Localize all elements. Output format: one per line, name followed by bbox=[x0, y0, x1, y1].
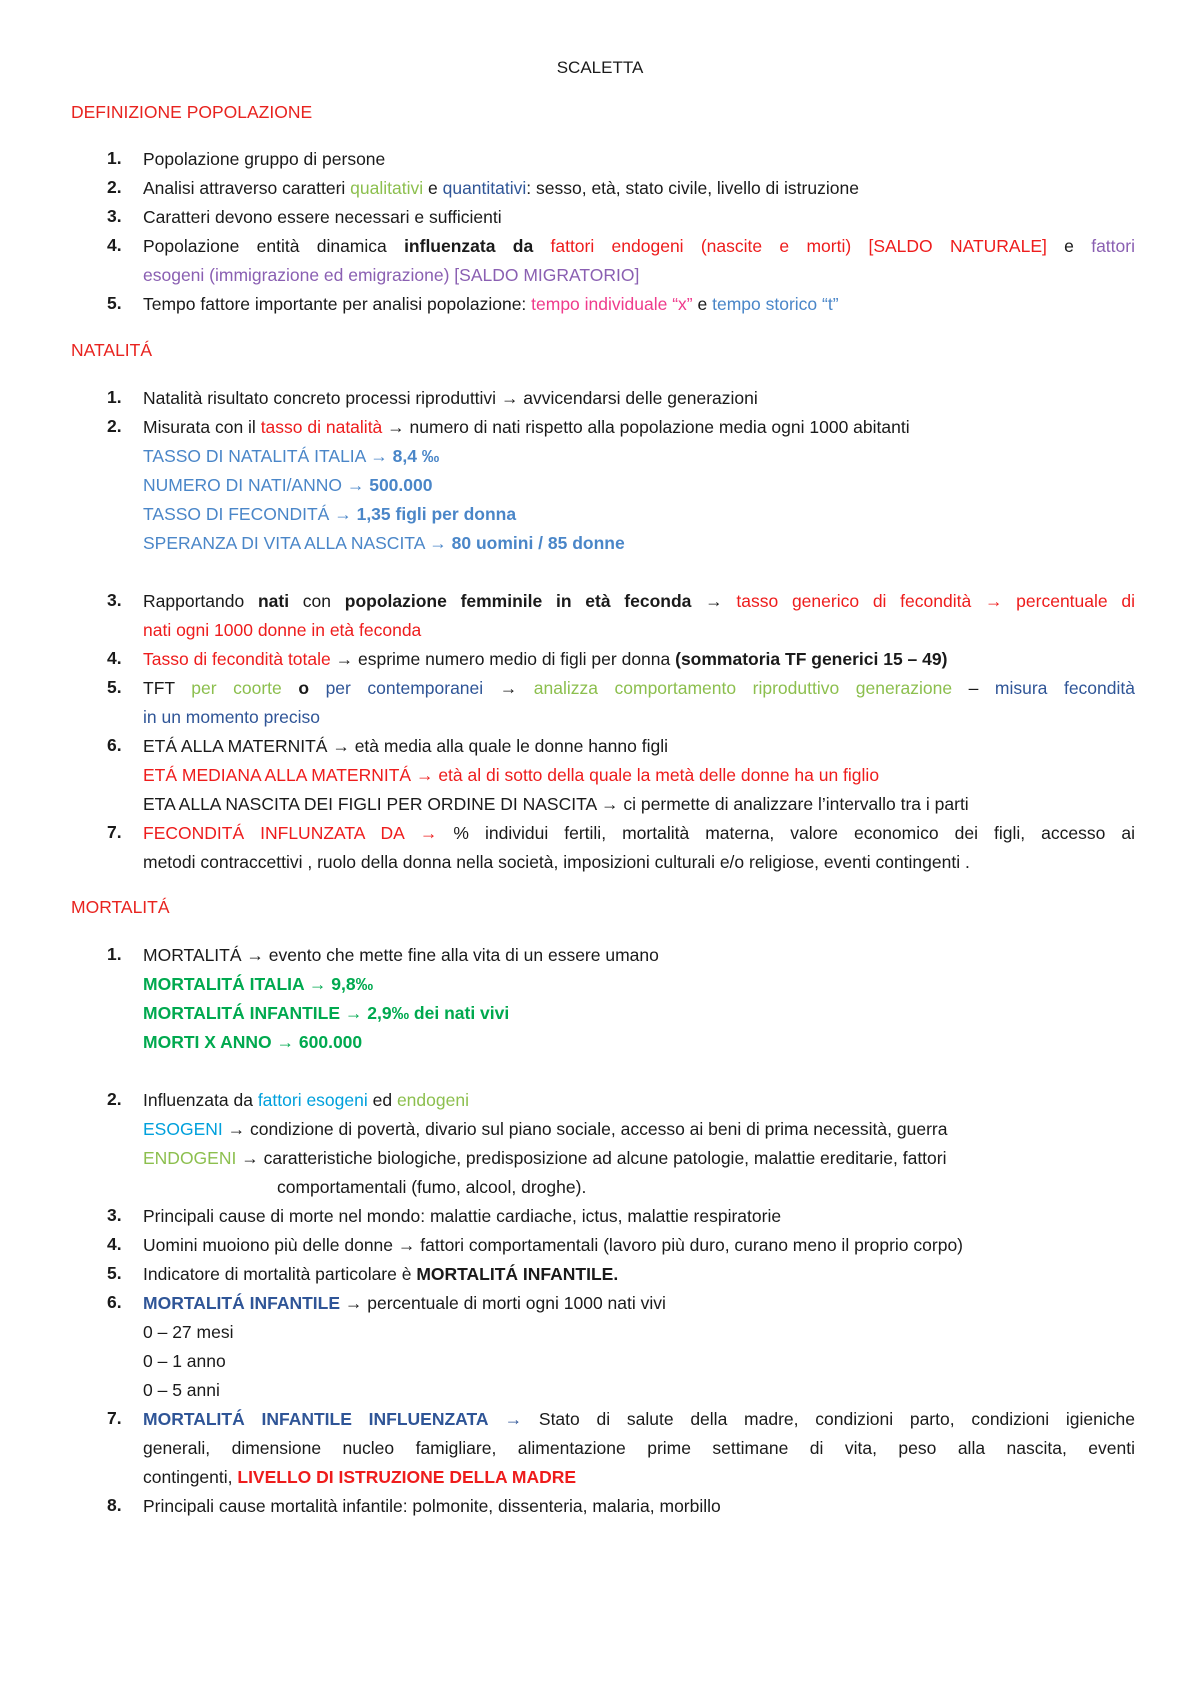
list-item-continuation: 0 – 27 mesi bbox=[143, 1322, 234, 1342]
list-item-continuation: ETA ALLA NASCITA DEI FIGLI PER ORDINE DI NASCITA → ci permette di analizzare l’intervallo tra i parti bbox=[143, 794, 969, 814]
list-item: TFT per coorte o per contemporanei → analizza comportamento riproduttivo generazione – misura fecondità bbox=[143, 678, 1135, 698]
list-item: Indicatore di mortalità particolare è MORTALITÁ INFANTILE. bbox=[143, 1264, 619, 1284]
list-number: 4. bbox=[107, 1234, 122, 1254]
list-number: 3. bbox=[107, 206, 122, 226]
list-number: 4. bbox=[107, 648, 122, 668]
arrow-icon: → bbox=[499, 678, 518, 698]
list-item: Principali cause mortalità infantile: polmonite, dissenteria, malaria, morbillo bbox=[143, 1496, 721, 1516]
list-item: MORTALITÁ → evento che mette fine alla vita di un essere umano bbox=[143, 945, 659, 965]
list-item-continuation: metodi contraccettivi , ruolo della donna nella società, imposizioni culturali e/o religiose, eventi contingenti . bbox=[143, 852, 970, 872]
list-item: Misurata con il tasso di natalità → numero di nati rispetto alla popolazione media ogni 1000 abitanti bbox=[143, 417, 910, 437]
arrow-icon: → bbox=[332, 736, 350, 756]
section-heading-mortalita: MORTALITÁ bbox=[71, 897, 170, 917]
arrow-icon: → bbox=[344, 1293, 363, 1313]
list-number: 4. bbox=[107, 235, 122, 255]
arrow-icon: → bbox=[246, 945, 264, 965]
list-item: Principali cause di morte nel mondo: malattie cardiache, ictus, malattie respiratorie bbox=[143, 1206, 782, 1226]
list-item: Uomini muoiono più delle donne → fattori comportamentali (lavoro più duro, curano meno il proprio corpo) bbox=[143, 1235, 964, 1255]
arrow-icon: → bbox=[397, 1235, 416, 1255]
stat-line: MORTI X ANNO → 600.000 bbox=[143, 1032, 363, 1052]
arrow-icon: → bbox=[601, 794, 619, 814]
list-number: 3. bbox=[107, 1205, 122, 1225]
arrow-icon: → bbox=[335, 649, 354, 669]
stat-line: SPERANZA DI VITA ALLA NASCITA → 80 uomini / 85 donne bbox=[143, 533, 625, 553]
stat-line: MORTALITÁ INFANTILE → 2,9‰ dei nati vivi bbox=[143, 1003, 510, 1023]
arrow-icon: → bbox=[276, 1032, 295, 1052]
list-item: Natalità risultato concreto processi riproduttivi → avvicendarsi delle generazioni bbox=[143, 388, 758, 408]
list-item: Influenzata da fattori esogeni ed endogeni bbox=[143, 1090, 469, 1110]
stat-line: NUMERO DI NATI/ANNO → 500.000 bbox=[143, 475, 433, 495]
list-item-continuation: 0 – 5 anni bbox=[143, 1380, 220, 1400]
list-number: 2. bbox=[107, 1089, 122, 1109]
arrow-icon: → bbox=[346, 475, 365, 495]
list-item-continuation: generali, dimensione nucleo famigliare, alimentazione prime settimane di vita, peso alla nascita, eventi bbox=[143, 1438, 1135, 1458]
arrow-icon: → bbox=[419, 823, 438, 843]
list-item: ETÁ ALLA MATERNITÁ → età media alla quale le donne hanno figli bbox=[143, 736, 668, 756]
list-item: Tasso di fecondità totale → esprime numero medio di figli per donna (sommatoria TF generici 15 – 49) bbox=[143, 649, 948, 669]
list-item: Tempo fattore importante per analisi popolazione: tempo individuale “x” e tempo storico “t” bbox=[143, 294, 839, 314]
list-number: 8. bbox=[107, 1495, 122, 1515]
stat-line: MORTALITÁ ITALIA → 9,8‰ bbox=[143, 974, 374, 994]
list-item-continuation: 0 – 1 anno bbox=[143, 1351, 226, 1371]
list-item-continuation: in un momento preciso bbox=[143, 707, 321, 727]
list-number: 2. bbox=[107, 416, 122, 436]
list-number: 6. bbox=[107, 735, 122, 755]
list-number: 1. bbox=[107, 148, 122, 168]
list-number: 6. bbox=[107, 1292, 122, 1312]
document-title: SCALETTA bbox=[556, 58, 644, 77]
list-item-continuation: nati ogni 1000 donne in età feconda bbox=[143, 620, 422, 640]
list-item-continuation: ETÁ MEDIANA ALLA MATERNITÁ → età al di sotto della quale la metà delle donne ha un figlio bbox=[143, 765, 880, 785]
arrow-icon: → bbox=[415, 765, 434, 785]
list-item: Popolazione entità dinamica influenzata da fattori endogeni (nascite e morti) [SALDO NATURALE] e fattori bbox=[143, 236, 1135, 256]
list-number: 5. bbox=[107, 293, 122, 313]
list-item: MORTALITÁ INFANTILE INFLUENZATA → Stato di salute della madre, condizioni parto, condizioni igieniche bbox=[143, 1409, 1135, 1429]
arrow-icon: → bbox=[429, 533, 447, 553]
section-heading-natalita: NATALITÁ bbox=[71, 340, 153, 360]
list-item: Analisi attraverso caratteri qualitativi e quantitativi: sesso, età, stato civile, livello di istruzione bbox=[143, 178, 859, 198]
list-number: 5. bbox=[107, 677, 122, 697]
list-item: MORTALITÁ INFANTILE → percentuale di morti ogni 1000 nati vivi bbox=[143, 1293, 666, 1313]
arrow-icon: → bbox=[241, 1148, 259, 1168]
list-item: Popolazione gruppo di persone bbox=[143, 149, 386, 169]
section-heading-popolazione: DEFINIZIONE POPOLAZIONE bbox=[71, 102, 313, 122]
arrow-icon: → bbox=[984, 591, 1003, 611]
list-item: Caratteri devono essere necessari e sufficienti bbox=[143, 207, 502, 227]
list-item: FECONDITÁ INFLUNZATA DA → % individui fertili, mortalità materna, valore economico dei figli, accesso ai bbox=[143, 823, 1135, 843]
arrow-icon: → bbox=[504, 1409, 523, 1429]
list-number: 7. bbox=[107, 822, 122, 842]
list-number: 5. bbox=[107, 1263, 122, 1283]
list-item-continuation: ESOGENI → condizione di povertà, divario sul piano sociale, accesso ai beni di prima necessità, guerra bbox=[143, 1119, 948, 1139]
list-item-continuation: contingenti, LIVELLO DI ISTRUZIONE DELLA MADRE bbox=[143, 1467, 577, 1487]
arrow-icon: → bbox=[370, 446, 388, 466]
list-item: Rapportando nati con popolazione femminile in età feconda → tasso generico di fecondità → percentuale di bbox=[143, 591, 1135, 611]
arrow-icon: → bbox=[227, 1119, 246, 1139]
list-item-continuation: ENDOGENI → caratteristiche biologiche, predisposizione ad alcune patologie, malattie ereditarie, fattori bbox=[143, 1148, 947, 1168]
arrow-icon: → bbox=[705, 591, 723, 611]
arrow-icon: → bbox=[334, 504, 352, 524]
list-number: 2. bbox=[107, 177, 122, 197]
list-number: 1. bbox=[107, 387, 122, 407]
arrow-icon: → bbox=[308, 974, 327, 994]
list-item-continuation: esogeni (immigrazione ed emigrazione) [SALDO MIGRATORIO] bbox=[143, 265, 640, 285]
list-item-continuation: comportamentali (fumo, alcool, droghe). bbox=[277, 1177, 587, 1197]
list-number: 7. bbox=[107, 1408, 122, 1428]
list-number: 3. bbox=[107, 590, 122, 610]
arrow-icon: → bbox=[387, 417, 405, 437]
stat-line: TASSO DI FECONDITÁ → 1,35 figli per donna bbox=[143, 504, 517, 524]
arrow-icon: → bbox=[344, 1003, 363, 1023]
arrow-icon: → bbox=[500, 388, 519, 408]
stat-line: TASSO DI NATALITÁ ITALIA → 8,4 ‰ bbox=[143, 446, 440, 466]
list-number: 1. bbox=[107, 944, 122, 964]
